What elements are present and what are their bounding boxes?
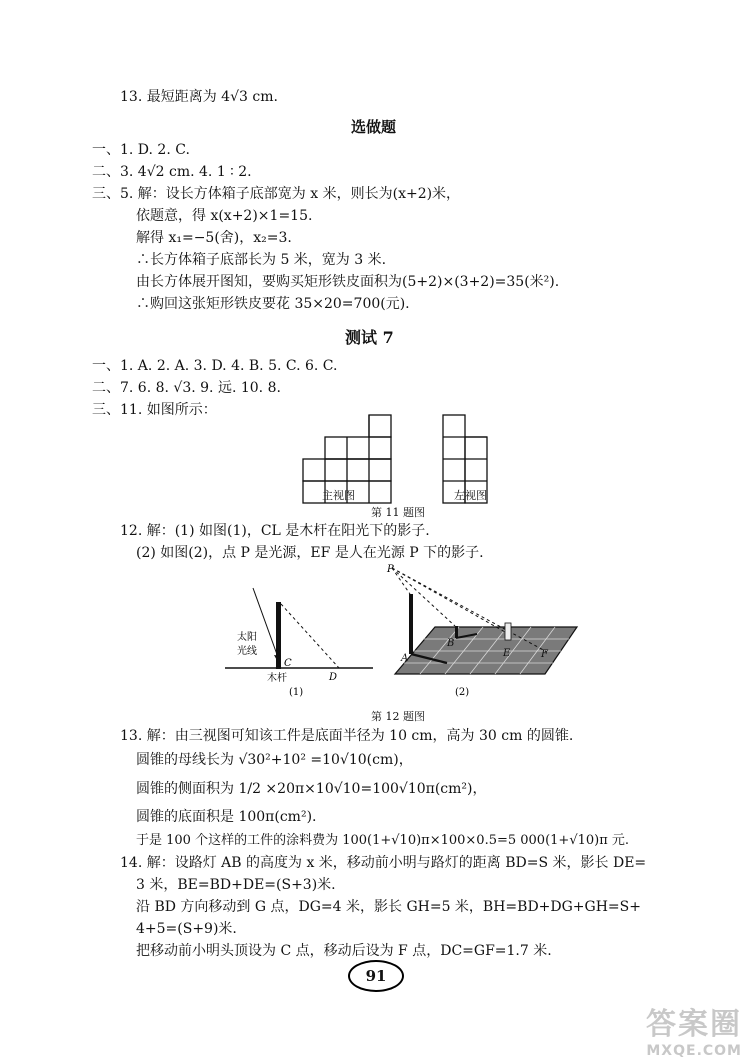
opt-line-6: ∴长方体箱子底部长为 5 米，宽为 3 米. <box>136 252 387 268</box>
watermark <box>646 999 742 1059</box>
sun-label-2: 光线 <box>237 646 257 657</box>
answer-12-part1: 12. 解：(1) 如图(1)，CL 是木杆在阳光下的影子. <box>120 523 430 539</box>
sun-label-1: 太阳 <box>237 632 257 643</box>
figure-12-part1 <box>225 588 373 698</box>
answer-14-line2: 3 米，BE=BD+DE=(S+3)米. <box>136 877 336 893</box>
answer-13-line5: 于是 100 个这样的工件的涂料费为 100(1+√10)π×100×0.5=5 000(1+√10)π 元. <box>136 833 630 848</box>
lamp-post <box>409 594 413 654</box>
answer-13-line2: 圆锥的母线长为 √30²+10² =10√10(cm)， <box>136 752 413 768</box>
pole-label: 木杆 <box>267 673 287 684</box>
answer-14-line3: 沿 BD 方向移动到 G 点，DG=4 米，影长 GH=5 米，BH=BD+DG+GH=S+ <box>136 899 641 915</box>
person <box>505 623 511 640</box>
section-title-optional: 选做题 <box>351 118 397 136</box>
point-e: E <box>503 648 511 659</box>
watermark-line2: MXQE.COM <box>646 1043 742 1059</box>
opt-line-2: 二、3. 4√2 cm. 4. 1 ∶ 2. <box>92 164 252 180</box>
answer-13-line3: 圆锥的侧面积为 1/2 ×20π×10√10=100√10π(cm²)， <box>136 781 487 797</box>
point-b: B <box>447 638 455 649</box>
opt-line-4: 依题意，得 x(x+2)×1=15. <box>136 208 313 224</box>
test-line-3: 三、11. 如图所示： <box>92 402 217 418</box>
sub2-label: (2) <box>455 687 470 698</box>
opt-line-3: 三、5. 解：设长方体箱子底部宽为 x 米，则长为(x+2)米， <box>92 186 461 202</box>
sub1-label: (1) <box>289 687 304 698</box>
point-f: F <box>541 649 548 660</box>
answer-12-part2: (2) 如图(2)，点 P 是光源，EF 是人在光源 P 下的影子. <box>136 545 484 561</box>
page-number: 91 <box>348 960 404 992</box>
watermark-line1: 答案圈 <box>646 1007 742 1042</box>
test-line-1: 一、1. A. 2. A. 3. D. 4. B. 5. C. 6. C. <box>92 358 338 374</box>
point-c: C <box>284 658 292 669</box>
point-p: P <box>387 564 394 575</box>
left-view-label: 左视图 <box>454 489 487 502</box>
point-d: D <box>329 672 338 683</box>
answer-14-line4: 4+5=(S+9)米. <box>136 921 237 937</box>
figure-12-part2 <box>386 564 577 698</box>
answer-13-line1: 13. 解：由三视图可知该工件是底面半径为 10 cm，高为 30 cm 的圆锥. <box>120 728 574 744</box>
front-view-label: 主视图 <box>322 489 355 502</box>
figure-12 <box>215 560 590 705</box>
opt-line-1: 一、1. D. 2. C. <box>92 142 190 158</box>
point-a: A <box>401 653 409 664</box>
opt-line-7: 由长方体展开图知，要购买矩形铁皮面积为(5+2)×(3+2)=35(米²). <box>136 274 560 290</box>
figure-11-caption: 第 11 题图 <box>371 506 425 519</box>
answer-14-line1: 14. 解：设路灯 AB 的高度为 x 米，移动前小明与路灯的距离 BD=S 米，影长 DE= <box>120 855 647 871</box>
section-title-test7: 测试 7 <box>345 328 394 347</box>
figure-12-caption: 第 12 题图 <box>371 710 425 723</box>
opt-line-5: 解得 x₁=−5(舍)，x₂=3. <box>136 230 292 246</box>
opt-line-8: ∴购回这张矩形铁皮要花 35×20=700(元). <box>136 296 410 312</box>
test-line-2: 二、7. 6. 8. √3. 9. 远. 10. 8. <box>92 380 281 396</box>
answer-14-line5: 把移动前小明头顶设为 C 点，移动后设为 F 点，DC=GF=1.7 米. <box>136 943 552 959</box>
answer-13-line4: 圆锥的底面积是 100π(cm²). <box>136 809 317 825</box>
answer-13-prev: 13. 最短距离为 4√3 cm. <box>120 89 278 105</box>
